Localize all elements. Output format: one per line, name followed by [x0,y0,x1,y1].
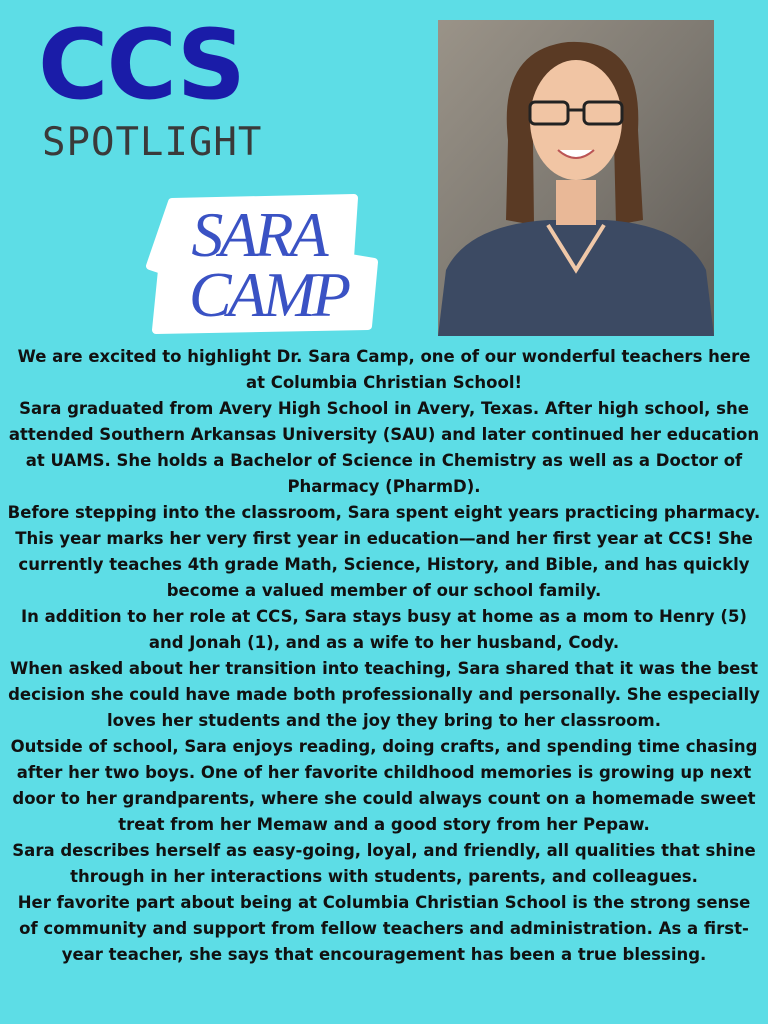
name-last: CAMP [188,259,348,330]
bio-paragraph: Sara graduated from Avery High School in Avery, Texas. After high school, she attended Southern Arkansas University (SAU) and later continued her education at UAMS. She holds a Bachelor of Science in Chemistry as well as a Doctor of Pharmacy (PharmD). [8,399,760,496]
bio-text [6,344,762,968]
portrait-photo [438,20,714,336]
name-logo [142,186,382,336]
header [0,0,768,340]
bio-paragraph: Outside of school, Sara enjoys reading, doing crafts, and spending time chasing after her two boys. One of her favorite childhood memories is growing up next door to her grandparents, where she could always count on a homemade sweet treat from her Memaw and a good story from her Pepaw. [10,737,758,834]
ccs-logo: CCS [38,9,244,121]
bio-paragraph: When asked about her transition into teaching, Sara shared that it was the best decision she could have made both professionally and personally. She especially loves her students and the joy they bring to her classroom. [8,659,760,730]
name-first: SARA [191,199,325,270]
bio-paragraph: Sara describes herself as easy-going, loyal, and friendly, all qualities that shine through in her interactions with students, parents, and colleagues. [12,841,756,886]
bio-paragraph: In addition to her role at CCS, Sara stays busy at home as a mom to Henry (5) and Jonah (1), and as a wife to her husband, Cody. [21,607,747,652]
bio-paragraph: We are excited to highlight Dr. Sara Camp, one of our wonderful teachers here at Columbia Christian School! [17,347,751,392]
bio-paragraph: Her favorite part about being at Columbia Christian School is the strong sense of community and support from fellow teachers and administration. As a first-year teacher, she says that encouragement has been a true blessing. [17,893,751,964]
spotlight-label: SPOTLIGHT [42,120,263,165]
bio-paragraph: Before stepping into the classroom, Sara spent eight years practicing pharmacy. This year marks her very first year in education—and her first year at CCS! She currently teaches 4th grade Math, Science, History, and Bible, and has quickly become a valued member of our school family. [7,503,761,600]
